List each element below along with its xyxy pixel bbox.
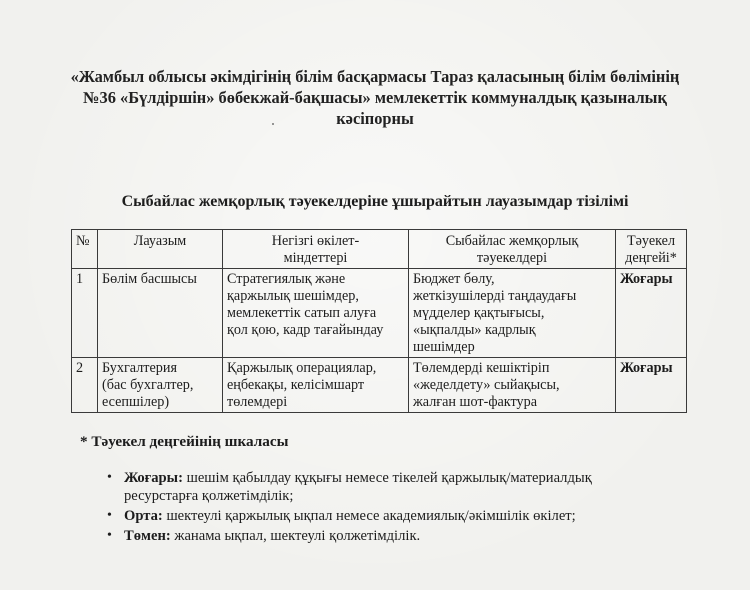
cell-line: қаржылық шешімдер, <box>227 288 359 304</box>
row-num: 2 <box>72 358 98 413</box>
cell-line: Бухгалтерия <box>102 360 178 376</box>
header-position: Лауазым <box>98 230 223 269</box>
header-risks-line: Сыбайлас жемқорлық <box>445 233 579 249</box>
header-level-line: деңгейі* <box>625 250 677 266</box>
header-duties-line: міндеттері <box>283 250 348 266</box>
list-item <box>107 527 707 545</box>
row-risks <box>409 358 616 413</box>
cell-line: жеткізушілерді таңдаудағы <box>413 288 577 304</box>
row-risk-level: Жоғары <box>616 358 687 413</box>
scan-speck <box>272 123 274 125</box>
cell-line: Қаржылық операциялар, <box>227 360 377 376</box>
row-duties <box>223 358 409 413</box>
list-item-line <box>124 527 707 545</box>
risk-level-description: жанама ықпал, шектеулі қолжетімділік. <box>174 528 421 544</box>
risk-level-term: Төмен: <box>124 528 171 544</box>
cell-line: есепшілер) <box>102 394 170 410</box>
header-risks <box>409 230 616 269</box>
cell-line: жалған шот-фактура <box>413 394 538 410</box>
document-title: Сыбайлас жемқорлық тәуекелдеріне ұшырайтын лауазымдар тізілімі <box>121 193 629 210</box>
organization-title-line: кәсіпорны <box>336 109 414 128</box>
list-item-line: ресурстарға қолжетімділік; <box>124 488 294 504</box>
header-level <box>616 230 687 269</box>
risk-level-term: Орта: <box>124 508 163 524</box>
cell-line: шешімдер <box>413 339 475 355</box>
row-position <box>98 269 223 358</box>
bullet-icon: • <box>107 470 112 485</box>
organization-title-line: №36 «Бүлдіршін» бөбекжай-бақшасы» мемлекеттік коммуналдық қазыналық <box>83 88 667 107</box>
header-duties-line: Негізгі өкілет- <box>271 233 360 249</box>
risk-level-term: Жоғары: <box>124 470 183 486</box>
bullet-icon: • <box>107 528 112 543</box>
cell-line: Стратегиялық және <box>227 271 346 287</box>
row-duties <box>223 269 409 358</box>
list-item <box>107 507 707 525</box>
risk-scale-title: * Тәуекел деңгейінің шкаласы <box>80 433 289 450</box>
cell-line: мүдделер қақтығысы, <box>413 305 545 321</box>
bullet-icon: • <box>107 508 112 523</box>
cell-line: (бас бухгалтер, <box>102 377 194 393</box>
cell-line: төлемдері <box>227 394 288 410</box>
risk-level-description: шектеулі қаржылық ықпал немесе академиялық/әкімшілік өкілет; <box>166 508 576 524</box>
cell-line: Бюджет бөлу, <box>413 271 495 287</box>
header-duties <box>223 230 409 269</box>
cell-line: қол қою, кадр тағайындау <box>227 322 384 338</box>
table-row <box>72 358 687 413</box>
organization-title-line: «Жамбыл облысы әкімдігінің білім басқармасы Тараз қаласының білім бөлімінің <box>70 67 680 86</box>
table-header-row <box>72 230 687 269</box>
row-num: 1 <box>72 269 98 358</box>
row-position <box>98 358 223 413</box>
organization-title <box>60 66 690 129</box>
list-item <box>107 469 707 505</box>
row-risks <box>409 269 616 358</box>
risk-positions-table <box>71 229 687 413</box>
cell-line: «жеделдету» сыйақысы, <box>413 377 560 393</box>
table-row <box>72 269 687 358</box>
cell-line: мемлекеттік сатып алуға <box>227 305 377 321</box>
risk-scale-list <box>107 469 707 547</box>
list-item-line <box>124 507 707 525</box>
risk-level-description: шешім қабылдау құқығы немесе тікелей қаржылық/материалдық <box>186 470 592 486</box>
list-item-line <box>124 469 707 487</box>
cell-line: Бөлім басшысы <box>102 271 197 287</box>
header-num: № <box>72 230 98 269</box>
cell-line: Төлемдерді кешіктіріп <box>413 360 550 376</box>
cell-line: еңбекақы, келісімшарт <box>227 377 365 393</box>
header-level-line: Тәуекел <box>626 233 676 249</box>
row-risk-level: Жоғары <box>616 269 687 358</box>
header-risks-line: тәуекелдері <box>476 250 548 266</box>
cell-line: «ықпалды» кадрлық <box>413 322 536 338</box>
